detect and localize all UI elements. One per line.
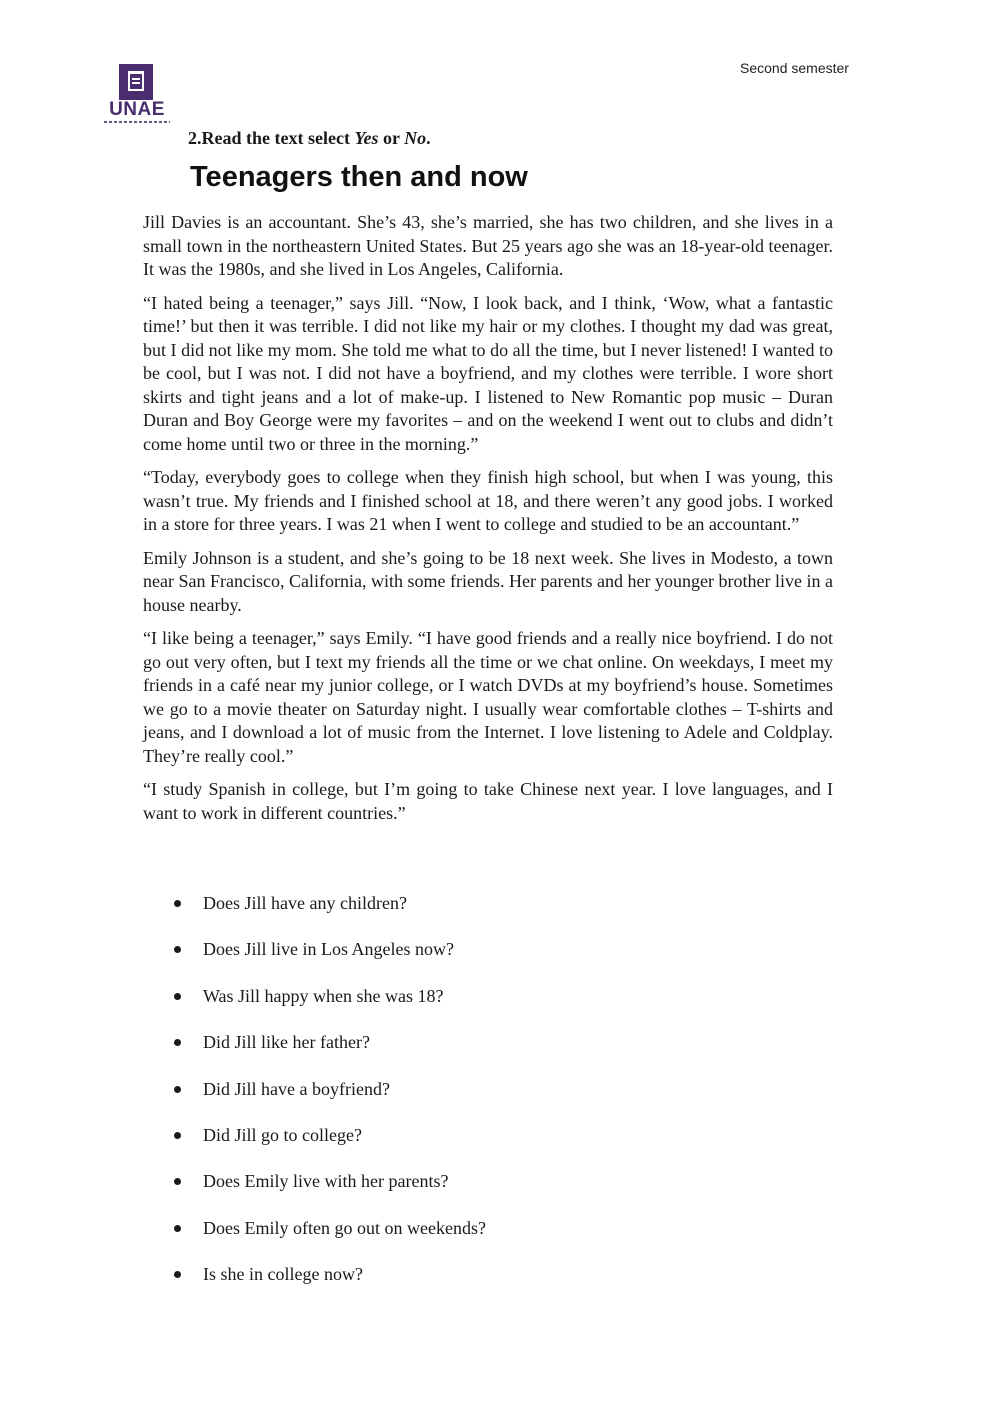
paragraph: “Today, everybody goes to college when they finish high school, but when I was young, this wasn’t true. My friends and I finished school at 18, and there weren’t any good jobs. I worked in a store for three years. I was 21 when I went to college and studied to be an accountant.” <box>143 467 833 534</box>
bullet-icon <box>174 900 181 907</box>
question-item <box>170 1124 830 1170</box>
header-note: Second semester <box>740 60 849 76</box>
paragraph: “I like being a teenager,” says Emily. “I have good friends and a really nice boyfriend. I do not go out very often, but I text my friends all the time or we chat online. On weekdays, I meet my friends in a café near my junior college, or I watch DVDs at my boyfriend’s house. Sometimes we go to a movie theater on Saturday night. I usually wear comfortable clothes – T-shirts and jeans, and I download a lot of music from the Internet. I love listening to Adele and Coldplay. They’re really cool.” <box>143 628 833 766</box>
question-text: Is she in college now? <box>203 1264 363 1285</box>
question-text: Did Jill have a boyfriend? <box>203 1078 390 1099</box>
question-text: Did Jill like her father? <box>203 1032 370 1053</box>
question-text: Does Jill have any children? <box>203 893 407 913</box>
paragraph: “I hated being a teenager,” says Jill. “Now, I look back, and I think, ‘Wow, what a fantastic time!’ but then it was terrible. I did not like my hair or my clothes. I thought my dad was great, but I did not like my mom. She told me what to do all the time, but I never listened! I wanted to be cool, but I was not. I did not have a boyfriend, and my clothes were terrible. I wore short skirts and tight jeans and a lot of make-up. I listened to New Romantic pop music – Duran Duran and Boy George were my favorites – and on the weekend I went out to clubs and didn’t come home until two or three in the morning.” <box>143 292 833 454</box>
bullet-icon <box>174 946 181 953</box>
paragraph: Jill Davies is an accountant. She’s 43, she’s married, she has two children, and she lives in a small town in the northeastern United States. But 25 years ago she was an 18-year-old teenager. It was the 1980s, and she lived in Los Angeles, California. <box>143 212 833 279</box>
question-text: Does Jill live in Los Angeles now? <box>203 939 454 960</box>
exercise-instruction <box>188 128 431 149</box>
bullet-icon <box>174 1132 181 1139</box>
instruction-middle: or <box>378 128 405 148</box>
paragraph: Emily Johnson is a student, and she’s going to be 18 next week. She lives in Modesto, a town near San Francisco, California, with some friends. Her parents and her younger brother live in a house nearby. <box>143 547 833 615</box>
logo-emblem-icon <box>119 64 153 100</box>
question-item <box>170 892 830 938</box>
paragraph: “I study Spanish in college, but I’m going to take Chinese next year. I love languages, and I want to work in different countries.” <box>143 779 833 823</box>
bullet-icon <box>174 1225 181 1232</box>
instruction-no: No <box>404 128 427 148</box>
question-item <box>170 1031 830 1077</box>
page-title: Teenagers then and now <box>190 161 528 193</box>
question-item <box>170 985 830 1031</box>
logo-subtitle-line <box>104 121 170 123</box>
bullet-icon <box>174 1086 181 1093</box>
bullet-icon <box>174 1039 181 1046</box>
question-text: Was Jill happy when she was 18? <box>203 985 444 1006</box>
question-text: Does Emily often go out on weekends? <box>203 1217 486 1238</box>
instruction-yes: Yes <box>354 128 379 148</box>
question-item <box>170 1078 830 1124</box>
question-item <box>170 1170 830 1216</box>
reading-text <box>143 211 833 835</box>
question-item <box>170 1217 830 1263</box>
bullet-icon <box>174 1271 181 1278</box>
unae-logo <box>104 64 170 128</box>
bullet-icon <box>174 993 181 1000</box>
question-item <box>170 1263 830 1309</box>
question-item <box>170 938 830 984</box>
question-list <box>170 892 830 1310</box>
bullet-icon <box>174 1178 181 1185</box>
question-text: Does Emily live with her parents? <box>203 1171 449 1192</box>
question-text: Did Jill go to college? <box>203 1124 362 1145</box>
logo-text: UNAE <box>109 99 165 120</box>
instruction-prefix: 2.Read the text select <box>188 128 355 148</box>
instruction-suffix: . <box>426 128 431 148</box>
